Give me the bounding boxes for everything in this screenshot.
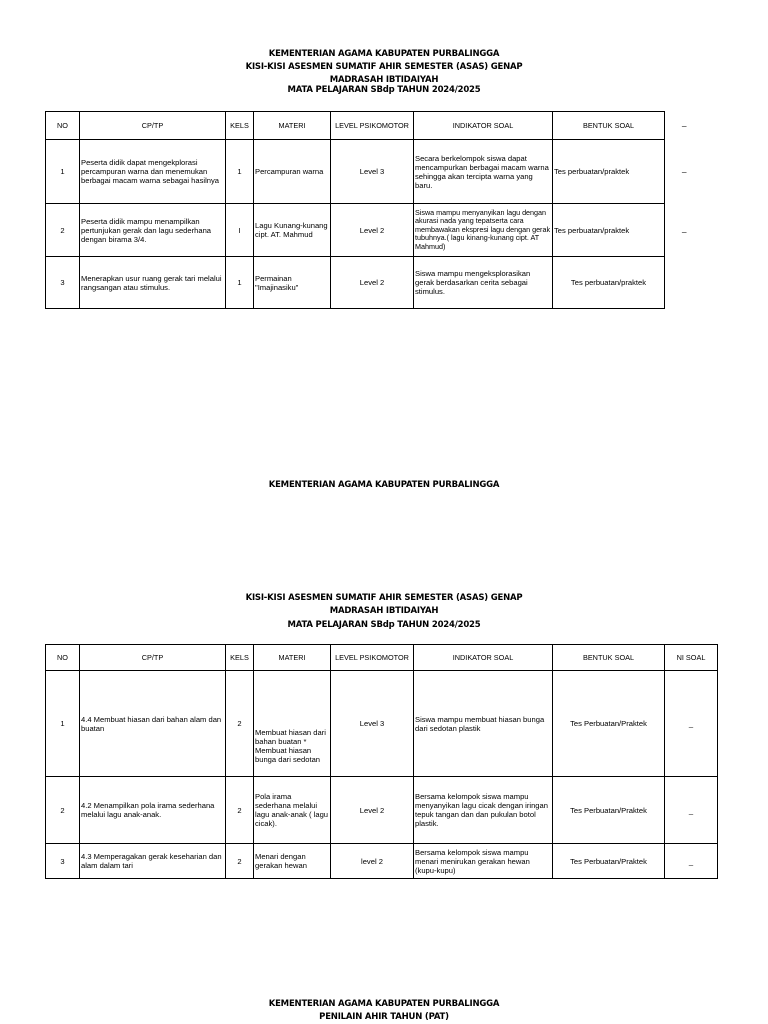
col-header-kels: KELS bbox=[226, 112, 254, 140]
cell-no: 3 bbox=[46, 257, 80, 309]
cell-bentuk: Tes perbuatan/praktek bbox=[553, 257, 665, 309]
cell-cp: Menerapkan usur ruang gerak tari melalui rangsangan atau stimulus. bbox=[80, 257, 226, 309]
table-row bbox=[46, 777, 718, 844]
col-header-indikator: INDIKATOR SOAL bbox=[414, 112, 553, 140]
cell-no: 2 bbox=[46, 204, 80, 257]
document-title: KISI-KISI ASESMEN SUMATIF AHIR SEMESTER (ASAS) GENAP bbox=[245, 593, 523, 603]
cell-level: Level 3 bbox=[331, 140, 414, 204]
cell-bentuk: Tes Perbuatan/Praktek bbox=[553, 671, 665, 777]
cell-materi: Membuat hiasan dari bahan buatan * Membuat hiasan bunga dari sedotan bbox=[254, 671, 331, 777]
cell-kels: 1 bbox=[226, 257, 254, 309]
table-header-row bbox=[46, 112, 665, 140]
cell-kels: 2 bbox=[226, 844, 254, 879]
extra-col-cell: _ bbox=[682, 164, 687, 173]
col-header-no: NO bbox=[46, 645, 80, 671]
cell-indikator: Bersama kelompok siswa mampu menari menirukan gerakan hewan (kupu-kupu) bbox=[414, 844, 553, 879]
cell-materi: Percampuran warna bbox=[254, 140, 331, 204]
kisi-kisi-table-1 bbox=[45, 111, 665, 309]
cell-indikator: Bersama kelompok siswa mampu menyanyikan lagu cicak dengan iringan tepuk tangan dan dan pukulan botol plastik. bbox=[414, 777, 553, 844]
col-header-cp: CP/TP bbox=[80, 112, 226, 140]
cell-no: 2 bbox=[46, 777, 80, 844]
subject-title: MATA PELAJARAN SBdp TAHUN 2024/2025 bbox=[287, 620, 481, 630]
cell-level: Level 2 bbox=[331, 204, 414, 257]
cell-indikator: Siswa mampu membuat hiasan bunga dari sedotan plastik bbox=[414, 671, 553, 777]
kisi-kisi-table-2 bbox=[45, 644, 718, 879]
cell-bentuk: Tes perbuatan/praktek bbox=[553, 140, 665, 204]
cell-materi: Lagu Kunang-kunang cipt. AT. Mahmud bbox=[254, 204, 331, 257]
cell-bentuk: Tes perbuatan/praktek bbox=[553, 204, 665, 257]
col-header-bentuk: BENTUK SOAL bbox=[553, 645, 665, 671]
table-row bbox=[46, 204, 665, 257]
school-title: MADRASAH IBTIDAIYAH bbox=[329, 75, 439, 85]
cell-kels: I bbox=[226, 204, 254, 257]
table-row bbox=[46, 844, 718, 879]
document-title: PENILAIN AHIR TAHUN (PAT) bbox=[319, 1012, 449, 1022]
table-header-row bbox=[46, 645, 718, 671]
school-title: MADRASAH IBTIDAIYAH bbox=[329, 606, 439, 616]
col-header-level: LEVEL PSIKOMOTOR bbox=[331, 645, 414, 671]
institution-title: KEMENTERIAN AGAMA KABUPATEN PURBALINGGA bbox=[268, 49, 500, 59]
col-header-bentuk: BENTUK SOAL bbox=[553, 112, 665, 140]
cell-cp: Peserta didik dapat mengekplorasi percampuran warna dan menemukan berbagai macam warna sebagai hasilnya bbox=[80, 140, 226, 204]
cell-kels: 1 bbox=[226, 140, 254, 204]
cell-extra: _ bbox=[665, 844, 718, 879]
table-row bbox=[46, 257, 665, 309]
cell-level: Level 2 bbox=[331, 777, 414, 844]
cell-cp: 4.4 Membuat hiasan dari bahan alam dan buatan bbox=[80, 671, 226, 777]
col-header-materi: MATERI bbox=[254, 112, 331, 140]
cell-cp: 4.2 Menampilkan pola irama sederhana melalui lagu anak-anak. bbox=[80, 777, 226, 844]
cell-kels: 2 bbox=[226, 671, 254, 777]
cell-cp: 4.3 Memperagakan gerak keseharian dan alam dalam tari bbox=[80, 844, 226, 879]
cell-extra: _ bbox=[665, 671, 718, 777]
col-header-level: LEVEL PSIKOMOTOR bbox=[331, 112, 414, 140]
cell-materi: Pola irama sederhana melalui lagu anak-anak ( lagu cicak). bbox=[254, 777, 331, 844]
cell-level: Level 3 bbox=[331, 671, 414, 777]
extra-col-cell: _ bbox=[682, 224, 687, 233]
table-row bbox=[46, 671, 718, 777]
extra-col-header: _ bbox=[682, 118, 687, 127]
cell-materi: Permainan "Imajinasiku" bbox=[254, 257, 331, 309]
cell-materi: Menari dengan gerakan hewan bbox=[254, 844, 331, 879]
document-title: KISI-KISI ASESMEN SUMATIF AHIR SEMESTER (ASAS) GENAP bbox=[245, 62, 523, 72]
col-header-ni-soal: NI SOAL bbox=[665, 645, 718, 671]
subject-title: MATA PELAJARAN SBdp TAHUN 2024/2025 bbox=[287, 85, 481, 95]
cell-cp: Peserta didik mampu menampilkan pertunjukan gerak dan lagu sederhana dengan birama 3/4. bbox=[80, 204, 226, 257]
cell-no: 3 bbox=[46, 844, 80, 879]
col-header-kels: KELS bbox=[226, 645, 254, 671]
cell-bentuk: Tes Perbuatan/Praktek bbox=[553, 844, 665, 879]
cell-no: 1 bbox=[46, 140, 80, 204]
col-header-materi: MATERI bbox=[254, 645, 331, 671]
col-header-no: NO bbox=[46, 112, 80, 140]
institution-title: KEMENTERIAN AGAMA KABUPATEN PURBALINGGA bbox=[268, 999, 500, 1009]
cell-indikator: Siswa mampu mengeksplorasikan gerak berdasarkan cerita sebagai stimulus. bbox=[414, 257, 553, 309]
cell-level: level 2 bbox=[331, 844, 414, 879]
cell-kels: 2 bbox=[226, 777, 254, 844]
cell-indikator: Secara berkelompok siswa dapat mencampurkan berbagai macam warna sehingga akan tercipta warna yang baru. bbox=[414, 140, 553, 204]
cell-level: Level 2 bbox=[331, 257, 414, 309]
table-row bbox=[46, 140, 665, 204]
col-header-indikator: INDIKATOR SOAL bbox=[414, 645, 553, 671]
cell-bentuk: Tes Perbuatan/Praktek bbox=[553, 777, 665, 844]
col-header-cp: CP/TP bbox=[80, 645, 226, 671]
page-2-institution-title: KEMENTERIAN AGAMA KABUPATEN PURBALINGGA bbox=[268, 480, 500, 490]
cell-no: 1 bbox=[46, 671, 80, 777]
cell-extra: _ bbox=[665, 777, 718, 844]
cell-indikator: Siswa mampu menyanyikan lagu dengan akurasi nada yang tepatserta cara membawakan ekspresi lagu dengan gerak tubuhnya.( lagu kinang-kunang cipt. AT Mahmud) bbox=[414, 204, 553, 257]
